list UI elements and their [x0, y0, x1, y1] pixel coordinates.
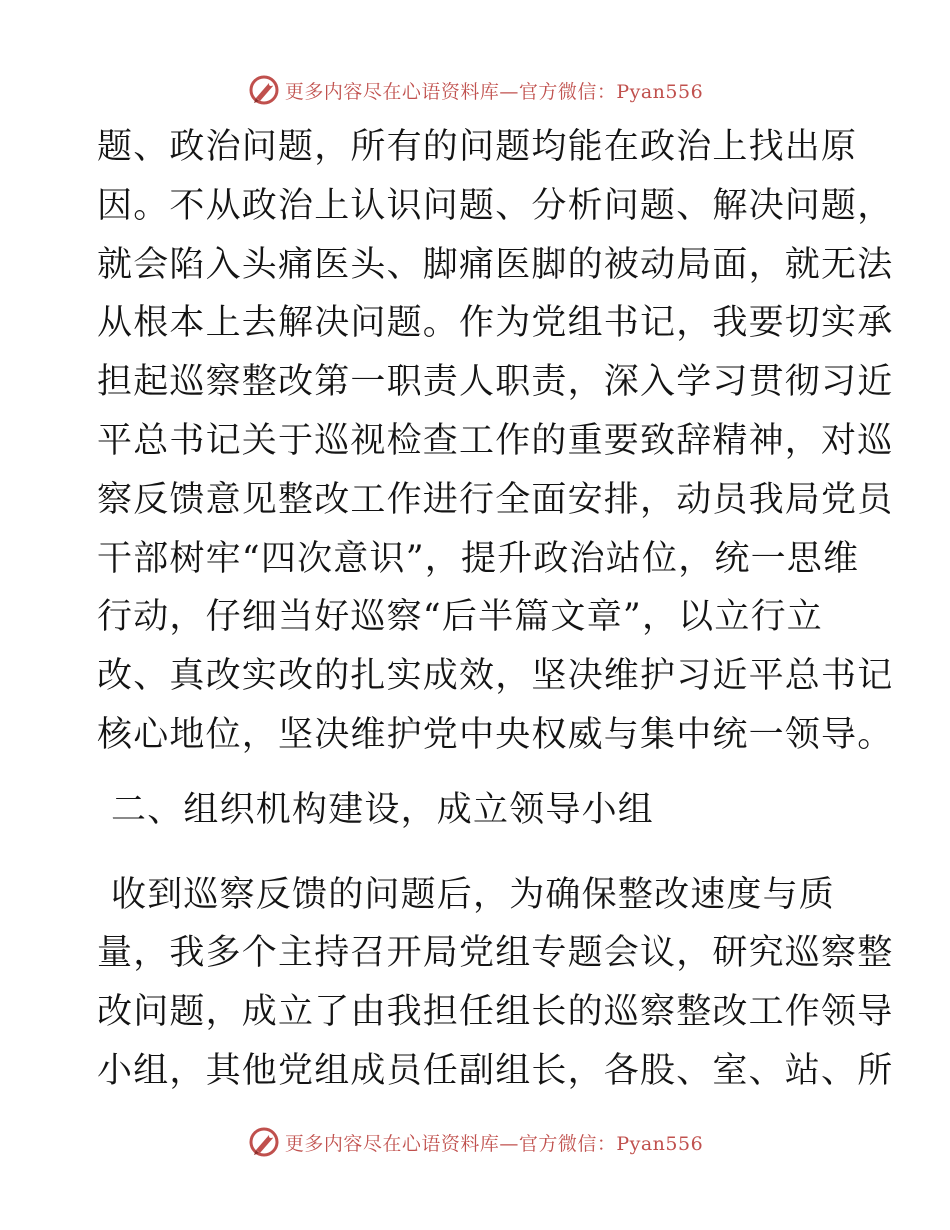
banner-text: 更多内容尽在心语资料库—官方微信：Pyan556: [284, 80, 704, 103]
text-line: 改、真改实改的扎实成效，坚决维护习近平总书记: [97, 656, 894, 697]
footer-banner: [0, 1122, 950, 1162]
paragraph-1: [97, 118, 894, 765]
text-line: 小组，其他党组成员任副组长，各股、室、站、所: [97, 1050, 894, 1091]
paragraph-2: [97, 866, 894, 1101]
banner-text: 更多内容尽在心语资料库—官方微信：Pyan556: [284, 1132, 704, 1155]
text-line: 收到巡察反馈的问题后，为确保整改速度与质: [111, 874, 836, 915]
text-line: 核心地位，坚决维护党中央权威与集中统一领导。: [97, 714, 894, 755]
text-line: 担起巡察整改第一职责人职责，深入学习贯彻习近: [97, 362, 894, 403]
header-banner: [0, 70, 950, 110]
pen-logo-icon: [247, 73, 281, 107]
text-line: 干部树牢“四次意识”，提升政治站位，统一思维: [97, 538, 860, 579]
text-line: 就会陷入头痛医头、脚痛医脚的被动局面，就无法: [97, 244, 894, 285]
section-heading: 二、组织机构建设，成立领导小组: [111, 789, 655, 830]
text-line: 题、政治问题，所有的问题均能在政治上找出原: [97, 127, 858, 167]
text-line: 平总书记关于巡视检查工作的重要致辞精神，对巡: [97, 420, 894, 461]
text-line: 察反馈意见整改工作进行全面安排，动员我局党员: [97, 479, 894, 520]
text-line: 量，我多个主持召开局党组专题会议，研究巡察整: [97, 933, 894, 974]
pen-logo-icon: [247, 1125, 281, 1159]
text-line: 改问题，成立了由我担任组长的巡察整改工作领导: [97, 992, 894, 1033]
text-line: 因。不从政治上认识问题、分析问题、解决问题，: [97, 185, 894, 226]
document-body: [97, 118, 894, 1101]
text-line: 行动，仔细当好巡察“后半篇文章”，以立行立: [97, 597, 823, 638]
text-line: 从根本上去解决问题。作为党组书记，我要切实承: [97, 303, 894, 344]
